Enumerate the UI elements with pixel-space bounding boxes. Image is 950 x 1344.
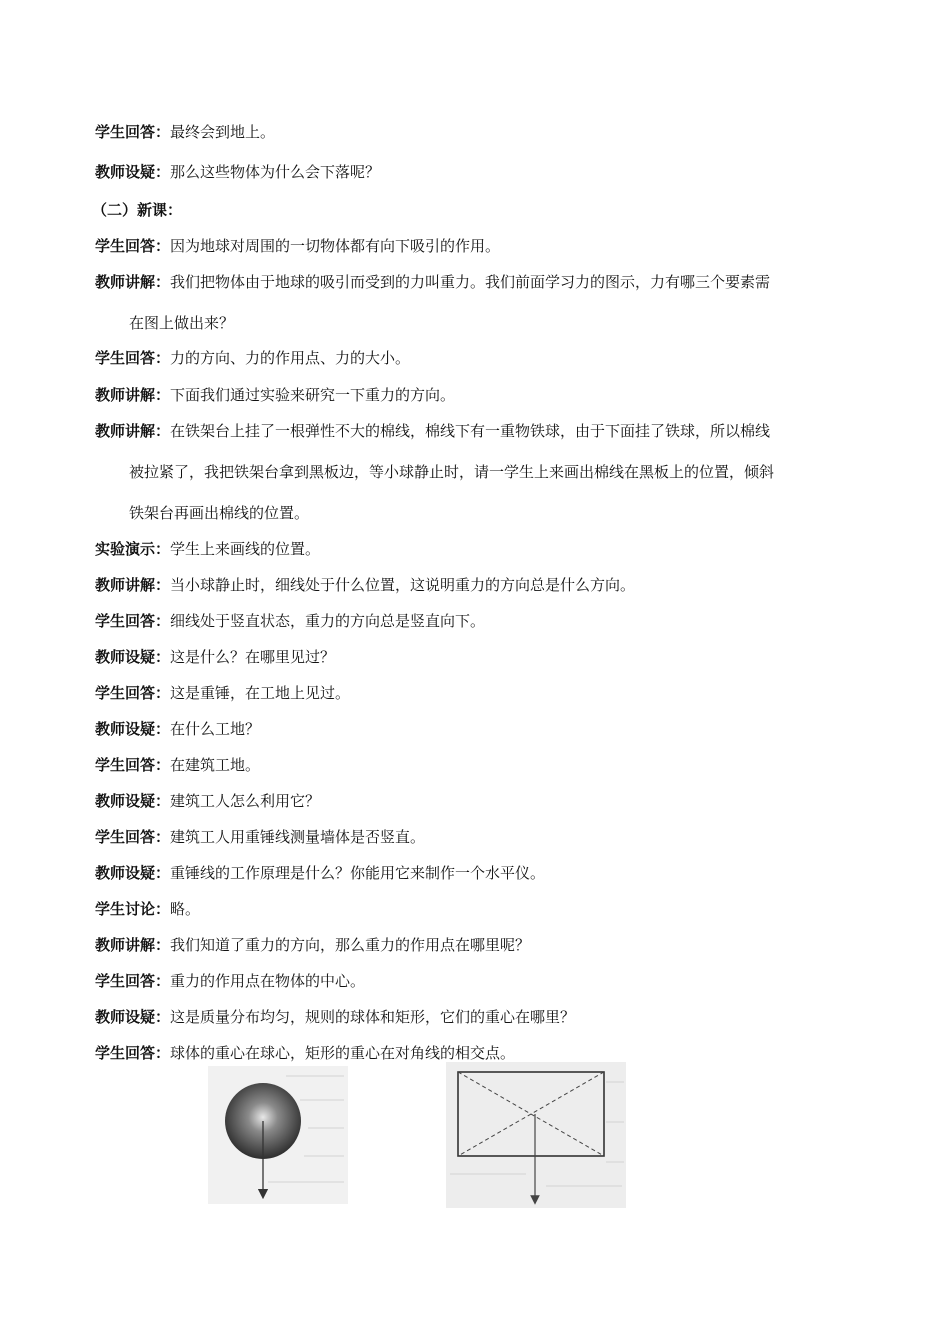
speaker-label: 学生回答： — [95, 1044, 171, 1062]
line-text: 力的方向、力的作用点、力的大小。 — [170, 349, 411, 367]
speaker-label: 教师设疑： — [95, 648, 171, 666]
dialogue-line — [95, 272, 770, 292]
dialogue-line — [95, 899, 200, 919]
dialogue-line — [95, 791, 320, 811]
speaker-label: 教师讲解： — [95, 576, 171, 594]
line-text: 因为地球对周围的一切物体都有向下吸引的作用。 — [170, 237, 501, 255]
line-text: 这是什么？在哪里见过？ — [170, 648, 336, 666]
line-text: 在什么工地？ — [170, 720, 261, 738]
line-text: 最终会到地上。 — [170, 123, 276, 141]
line-text: 这是重锤，在工地上见过。 — [170, 684, 351, 702]
speaker-label: 学生回答： — [95, 828, 171, 846]
dialogue-line — [95, 385, 455, 405]
line-text: 重锤线的工作原理是什么？你能用它来制作一个水平仪。 — [170, 864, 546, 882]
line-text: 当小球静止时，细线处于什么位置，这说明重力的方向总是什么方向。 — [170, 576, 636, 594]
speaker-label: 学生回答： — [95, 123, 171, 141]
continuation-line: 在图上做出来？ — [129, 314, 235, 332]
speaker-label: 实验演示： — [95, 540, 171, 558]
speaker-label: 学生回答： — [95, 349, 171, 367]
dialogue-line — [95, 683, 350, 703]
dialogue-line — [95, 1007, 575, 1027]
line-text: 建筑工人怎么利用它？ — [170, 792, 321, 810]
speaker-label: 教师设疑： — [95, 864, 171, 882]
speaker-label: 教师设疑： — [95, 792, 171, 810]
continuation-line: 铁架台再画出棉线的位置。 — [129, 504, 310, 522]
dialogue-line — [95, 162, 380, 182]
line-text: 建筑工人用重锤线测量墙体是否竖直。 — [170, 828, 426, 846]
speaker-label: 教师设疑： — [95, 720, 171, 738]
speaker-label: 教师讲解： — [95, 422, 171, 440]
speaker-label: 教师讲解： — [95, 273, 171, 291]
speaker-label: 教师设疑： — [95, 163, 171, 181]
line-text: 在建筑工地。 — [170, 756, 261, 774]
dialogue-line — [95, 575, 635, 595]
continuation-line: 被拉紧了，我把铁架台拿到黑板边，等小球静止时，请一学生上来画出棉线在黑板上的位置，倾斜 — [129, 463, 775, 481]
dialogue-line — [95, 1043, 515, 1063]
line-text: 细线处于竖直状态，重力的方向总是竖直向下。 — [170, 612, 486, 630]
dialogue-line — [95, 935, 530, 955]
line-text: 我们知道了重力的方向，那么重力的作用点在哪里呢？ — [170, 936, 531, 954]
speaker-label: 教师讲解： — [95, 936, 171, 954]
line-text: 在铁架台上挂了一根弹性不大的棉线，棉线下有一重物铁球，由于下面挂了铁球，所以棉线 — [170, 422, 771, 440]
speaker-label: 学生回答： — [95, 756, 171, 774]
line-text: 重力的作用点在物体的中心。 — [170, 972, 366, 990]
dialogue-line — [95, 647, 335, 667]
speaker-label: 教师设疑： — [95, 1008, 171, 1026]
line-text: 略。 — [170, 900, 201, 918]
rectangle-gravity-figure — [446, 1062, 626, 1208]
dialogue-line — [95, 611, 485, 631]
sphere-gravity-figure — [208, 1066, 348, 1204]
speaker-label: 学生回答： — [95, 612, 171, 630]
line-text: 那么这些物体为什么会下落呢？ — [170, 163, 381, 181]
dialogue-line — [95, 122, 275, 142]
dialogue-line — [95, 863, 545, 883]
dialogue-line — [95, 971, 365, 991]
dialogue-line — [95, 755, 260, 775]
line-text: 我们把物体由于地球的吸引而受到的力叫重力。我们前面学习力的图示，力有哪三个要素需 — [170, 273, 771, 291]
speaker-label: 学生讨论： — [95, 900, 171, 918]
dialogue-line — [95, 719, 260, 739]
speaker-label: 教师讲解： — [95, 386, 171, 404]
dialogue-line — [95, 421, 770, 441]
speaker-label: 学生回答： — [95, 237, 171, 255]
dialogue-line — [95, 827, 425, 847]
line-text: 球体的重心在球心，矩形的重心在对角线的相交点。 — [170, 1044, 516, 1062]
dialogue-line — [95, 539, 320, 559]
speaker-label: 学生回答： — [95, 684, 171, 702]
line-text: 这是质量分布均匀，规则的球体和矩形，它们的重心在哪里？ — [170, 1008, 576, 1026]
line-text: 学生上来画线的位置。 — [170, 540, 321, 558]
speaker-label: 学生回答： — [95, 972, 171, 990]
dialogue-line — [95, 348, 410, 368]
line-text: 下面我们通过实验来研究一下重力的方向。 — [170, 386, 456, 404]
dialogue-line — [95, 236, 500, 256]
section-heading: （二）新课： — [92, 201, 183, 219]
